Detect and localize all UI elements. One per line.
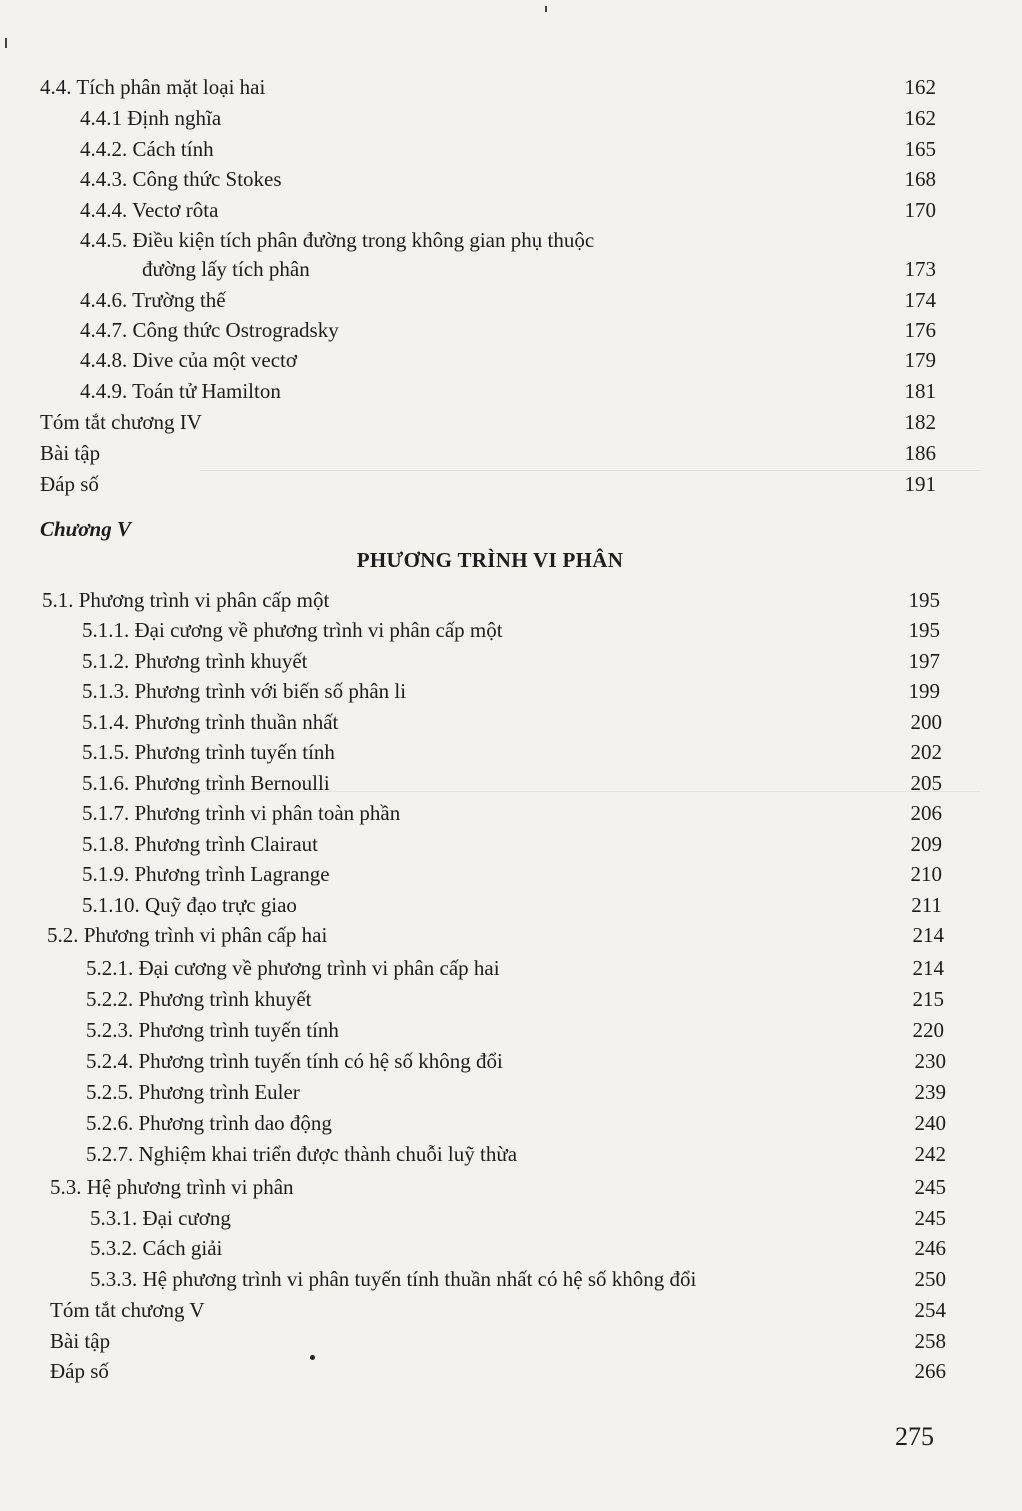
toc-entry (0, 134, 1022, 164)
scan-mark (545, 6, 547, 12)
toc-entry-title: 5.1.10. Quỹ đạo trực giao (82, 893, 297, 917)
toc-entry-title: đường lấy tích phân (142, 257, 310, 281)
toc-entry (0, 707, 1022, 737)
toc-entry-title: 5.1.4. Phương trình thuần nhất (82, 710, 339, 734)
toc-entry-title: 5.2.7. Nghiệm khai triển được thành chuỗi luỹ thừa (86, 1142, 518, 1166)
toc-entry-title: Đáp số (40, 472, 99, 496)
toc-entry-title: 5.3.1. Đại cương (90, 1206, 231, 1230)
toc-entry-page: 202 (910, 740, 942, 764)
toc-entry-page: 197 (908, 649, 940, 673)
toc-entry-title: 4.4.1 Định nghĩa (80, 106, 222, 130)
scan-mark (5, 38, 7, 48)
toc-entry-page: 246 (914, 1236, 946, 1260)
toc-entry (0, 225, 1022, 255)
toc-entry (0, 72, 1022, 102)
toc-entry-page: 195 (908, 618, 940, 642)
toc-entry (0, 195, 1022, 225)
toc-entry-page: 210 (910, 862, 942, 886)
toc-entry-title: 5.1.3. Phương trình với biến số phân li (82, 679, 407, 703)
toc-entry-title: 4.4.2. Cách tính (80, 137, 214, 161)
toc-entry-page: 209 (910, 832, 942, 856)
toc-entry (0, 1326, 1022, 1356)
toc-entry-page: 191 (904, 472, 936, 496)
toc-entry (0, 1139, 1022, 1169)
toc-entry-title: 5.2.2. Phương trình khuyết (86, 987, 312, 1011)
toc-entry-page: 258 (914, 1329, 946, 1353)
toc-entry-page: 215 (912, 987, 944, 1011)
toc-entry-page: 186 (904, 441, 936, 465)
toc-entry (0, 859, 1022, 889)
toc-entry-title: 5.2.3. Phương trình tuyến tính (86, 1018, 339, 1042)
toc-entry-title: Tóm tắt chương V (50, 1298, 205, 1322)
toc-entry (0, 646, 1022, 676)
toc-entry-page: 176 (904, 318, 936, 342)
toc-entry (0, 1356, 1022, 1386)
toc-entry-page: 174 (904, 288, 936, 312)
toc-entry-title: 5.1.2. Phương trình khuyết (82, 649, 308, 673)
toc-entry-title: 5.1.1. Đại cương về phương trình vi phân cấp một (82, 618, 503, 642)
toc-entry-title: 4.4.3. Công thức Stokes (80, 167, 282, 191)
toc-entry-page: 242 (914, 1142, 946, 1166)
toc-entry (0, 953, 1022, 983)
toc-entry (0, 585, 1022, 615)
toc-entry (0, 1264, 1022, 1294)
toc-entry-title: 5.1.5. Phương trình tuyến tính (82, 740, 335, 764)
toc-entry-page: 240 (914, 1111, 946, 1135)
toc-entry-page: 254 (914, 1298, 946, 1322)
toc-entry-title: Bài tập (40, 441, 101, 465)
toc-entry (0, 890, 1022, 920)
toc-entry (0, 469, 1022, 499)
toc-entry (0, 1077, 1022, 1107)
toc-entry (0, 1203, 1022, 1233)
toc-entry-page: 214 (912, 923, 944, 947)
toc-entry (0, 315, 1022, 345)
toc-entry-title: 5.3.2. Cách giải (90, 1236, 223, 1260)
toc-entry (0, 164, 1022, 194)
chapter-label: Chương V (40, 517, 131, 541)
toc-entry (0, 103, 1022, 133)
toc-entry-title: 4.4.8. Dive của một vectơ (80, 348, 297, 372)
toc-entry-title: 5.2.6. Phương trình dao động (86, 1111, 332, 1135)
toc-entry-title: Tóm tắt chương IV (40, 410, 202, 434)
toc-entry-page: 199 (908, 679, 940, 703)
toc-entry (0, 1172, 1022, 1202)
toc-entry-title: 4.4.9. Toán tử Hamilton (80, 379, 281, 403)
toc-entry (0, 407, 1022, 437)
toc-entry-title: Bài tập (50, 1329, 111, 1353)
toc-entry-title: 5.2.4. Phương trình tuyến tính có hệ số không đổi (86, 1049, 503, 1073)
toc-entry-page: 162 (904, 75, 936, 99)
toc-entry (0, 1046, 1022, 1076)
toc-entry (0, 676, 1022, 706)
toc-entry-page: 230 (914, 1049, 946, 1073)
toc-entry-page: 220 (912, 1018, 944, 1042)
toc-entry (0, 438, 1022, 468)
toc-entry-page: 245 (914, 1175, 946, 1199)
toc-entry-page: 200 (910, 710, 942, 734)
toc-entry-page: 214 (912, 956, 944, 980)
toc-entry (0, 376, 1022, 406)
toc-entry (0, 798, 1022, 828)
toc-entry-title: 4.4.5. Điều kiện tích phân đường trong không gian phụ thuộc (80, 228, 595, 252)
toc-entry (0, 920, 1022, 950)
toc-entry-page: 211 (911, 893, 942, 917)
toc-entry-page: 181 (904, 379, 936, 403)
toc-entry (0, 768, 1022, 798)
toc-entry-title: 5.1.9. Phương trình Lagrange (82, 862, 330, 886)
chapter-title: PHƯƠNG TRÌNH VI PHÂN (356, 548, 624, 572)
toc-entry-title: 5.2.5. Phương trình Euler (86, 1080, 300, 1104)
toc-entry (0, 1295, 1022, 1325)
toc-entry-page: 250 (914, 1267, 946, 1291)
toc-entry (0, 285, 1022, 315)
toc-entry (0, 737, 1022, 767)
toc-entry-title: 5.2. Phương trình vi phân cấp hai (47, 923, 328, 947)
toc-entry-title: 5.1.7. Phương trình vi phân toàn phần (82, 801, 401, 825)
toc-entry-title: 4.4. Tích phân mặt loại hai (40, 75, 266, 99)
toc-entry-page: 206 (910, 801, 942, 825)
toc-entry-page: 179 (904, 348, 936, 372)
page-number: 275 (895, 1422, 934, 1451)
toc-entry (0, 984, 1022, 1014)
toc-entry-continuation (0, 254, 1022, 284)
toc-entry-page: 266 (914, 1359, 946, 1383)
toc-entry-title: 5.1.8. Phương trình Clairaut (82, 832, 318, 856)
toc-entry (0, 1108, 1022, 1138)
toc-entry (0, 615, 1022, 645)
toc-entry-page: 245 (914, 1206, 946, 1230)
toc-entry-page: 170 (904, 198, 936, 222)
toc-entry-page: 173 (904, 257, 936, 281)
toc-entry-page: 195 (908, 588, 940, 612)
toc-entry-title: Đáp số (50, 1359, 109, 1383)
toc-entry-page: 168 (904, 167, 936, 191)
toc-entry-title: 5.3. Hệ phương trình vi phân (50, 1175, 294, 1199)
toc-entry-title: 4.4.7. Công thức Ostrogradsky (80, 318, 339, 342)
toc-entry-page: 162 (904, 106, 936, 130)
toc-entry (0, 829, 1022, 859)
toc-entry-title: 5.3.3. Hệ phương trình vi phân tuyến tính thuần nhất có hệ số không đổi (90, 1267, 697, 1291)
toc-entry-title: 5.2.1. Đại cương về phương trình vi phân cấp hai (86, 956, 500, 980)
toc-entry-title: 4.4.6. Trường thế (80, 288, 226, 312)
scan-speck (310, 1355, 315, 1360)
toc-entry-title: 4.4.4. Vectơ rôta (80, 198, 219, 222)
toc-entry (0, 1015, 1022, 1045)
toc-entry (0, 1233, 1022, 1263)
toc-entry-page: 205 (910, 771, 942, 795)
toc-entry-title: 5.1.6. Phương trình Bernoulli (82, 771, 330, 795)
toc-entry (0, 345, 1022, 375)
toc-entry-page: 239 (914, 1080, 946, 1104)
toc-entry-page: 182 (904, 410, 936, 434)
toc-entry-title: 5.1. Phương trình vi phân cấp một (42, 588, 330, 612)
toc-entry-page: 165 (904, 137, 936, 161)
